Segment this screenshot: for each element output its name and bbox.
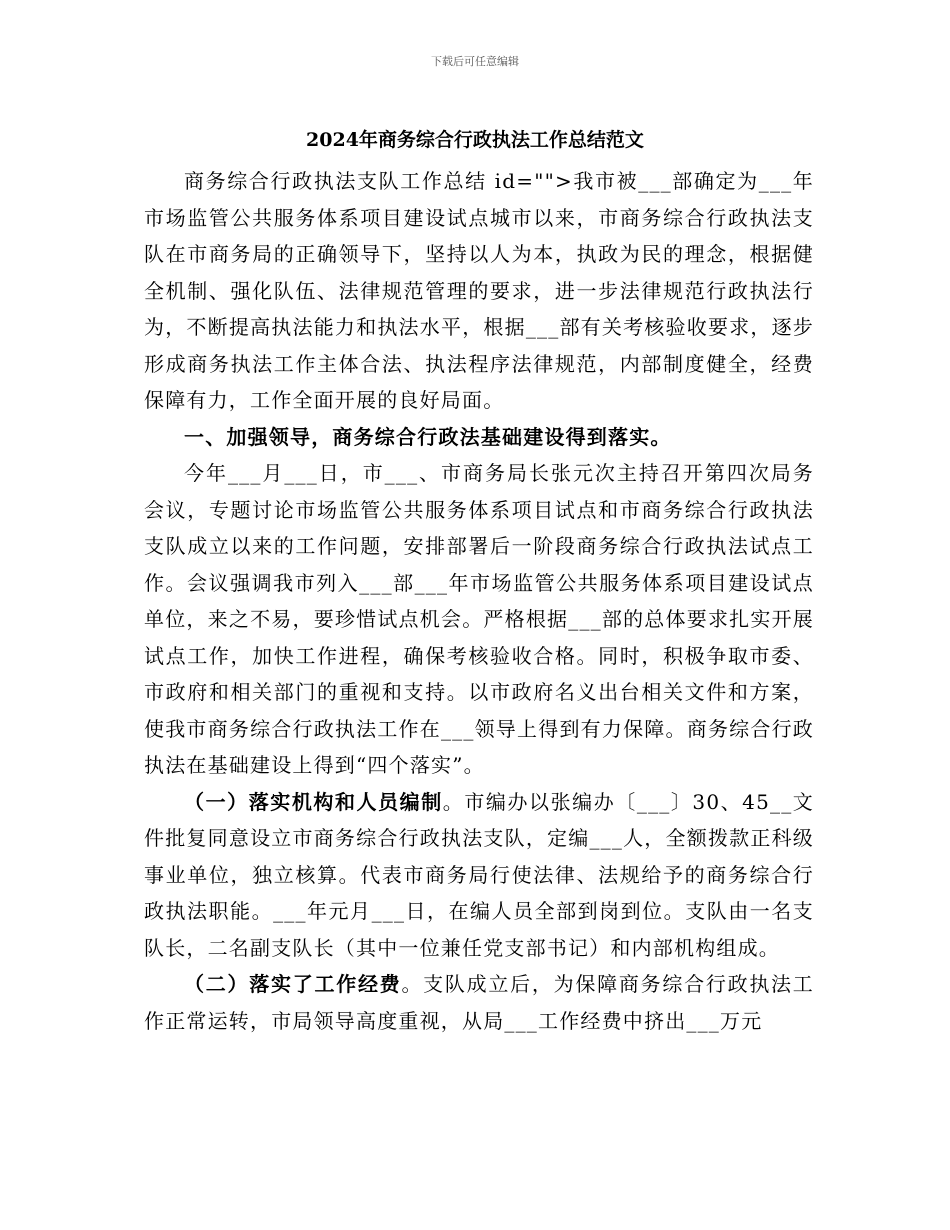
document-body <box>144 163 814 1039</box>
document-title: 2024年商务综合行政执法工作总结范文 <box>306 129 644 151</box>
paragraph-lead: （二）落实了工作经费 <box>184 972 402 996</box>
header-note: 下载后可任意编辑 <box>431 55 519 68</box>
paragraph-meeting: 今年___月___日，市___、市商务局长张元次主持召开第四次局务会议，专题讨论市场监管公共服务体系项目试点和市商务综合行政执法支队成立以来的工作问题，安排部署后一阶段商务综合行政执法试点工作。会议强调我市列入___部___年市场监管公共服务体系项目建设试点单位，来之不易，要珍惜试点机会。严格根据___部的总体要求扎实开展试点工作，加快工作进程，确保考核验收合格。同时，积极争取市委、市政府和相关部门的重视和支持。以市政府名义出台相关文件和方案，使我市商务综合行政执法工作在___领导上得到有力保障。商务综合行政执法在基础建设上得到“四个落实”。 <box>144 461 814 777</box>
section-heading-1: 一、加强领导，商务综合行政法基础建设得到落实。 <box>184 424 672 449</box>
paragraph-funding <box>144 966 814 1039</box>
paragraph-text: 。支队成立后，为保障商务综合行政执法工作正常运转，市局领导高度重视，从局___工作经费中挤出___万元 <box>144 972 815 1033</box>
paragraph-text: 。市编办以张编办〔___〕30、45__文件批复同意设立市商务综合行政执法支队，定编___人，全额拨款正科级事业单位，独立核算。代表市商务局行使法律、法规给予的商务综合行政执法职能。___年元月___日，在编人员全部到岗到位。支队由一名支队长，二名副支队长（其中一位兼任党支部书记）和内部机构组成。 <box>144 789 814 960</box>
paragraph-intro: 商务综合行政执法支队工作总结 id="">我市被___部确定为___年市场监管公共服务体系项目建设试点城市以来，市商务综合行政执法支队在市商务局的正确领导下，坚持以人为本，执政为民的理念，根据健全机制、强化队伍、法律规范管理的要求，进一步法律规范行政执法行为，不断提高执法能力和执法水平，根据___部有关考核验收要求，逐步形成商务执法工作主体合法、执法程序法律规范，内部制度健全，经费保障有力，工作全面开展的良好局面。 <box>144 169 814 412</box>
paragraph-staffing <box>144 784 814 967</box>
paragraph-lead: （一）落实机构和人员编制 <box>184 789 443 814</box>
